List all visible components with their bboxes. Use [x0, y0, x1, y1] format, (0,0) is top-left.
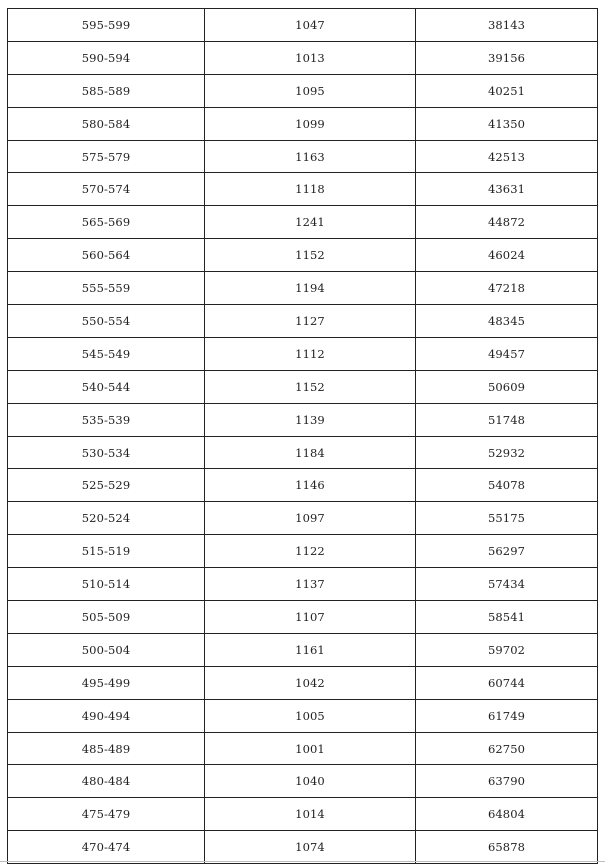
score-range-cell: 590-594 — [8, 41, 205, 74]
cumulative-count-cell: 49457 — [416, 337, 598, 370]
score-range-cell: 520-524 — [8, 502, 205, 535]
table-row — [8, 206, 598, 239]
cumulative-count-cell: 48345 — [416, 305, 598, 338]
count-cell: 1137 — [205, 568, 416, 601]
table-row — [8, 74, 598, 107]
cumulative-count-cell: 54078 — [416, 469, 598, 502]
table-row — [8, 666, 598, 699]
score-range-cell: 515-519 — [8, 535, 205, 568]
count-cell: 1146 — [205, 469, 416, 502]
cumulative-count-cell: 62750 — [416, 732, 598, 765]
count-cell: 1139 — [205, 403, 416, 436]
table-row — [8, 337, 598, 370]
table-row — [8, 765, 598, 798]
cumulative-count-cell: 60744 — [416, 666, 598, 699]
cumulative-count-cell: 64804 — [416, 798, 598, 831]
cumulative-count-cell: 47218 — [416, 272, 598, 305]
score-range-cell: 555-559 — [8, 272, 205, 305]
table-row — [8, 107, 598, 140]
table-row — [8, 272, 598, 305]
count-cell: 1001 — [205, 732, 416, 765]
score-range-cell: 565-569 — [8, 206, 205, 239]
count-cell: 1184 — [205, 436, 416, 469]
table-row — [8, 173, 598, 206]
cumulative-count-cell: 44872 — [416, 206, 598, 239]
count-cell: 1112 — [205, 337, 416, 370]
table-row — [8, 633, 598, 666]
page-bottom-divider — [0, 861, 605, 862]
count-cell: 1194 — [205, 272, 416, 305]
count-cell: 1095 — [205, 74, 416, 107]
score-range-cell: 595-599 — [8, 9, 205, 42]
table-row — [8, 535, 598, 568]
count-cell: 1161 — [205, 633, 416, 666]
score-range-cell: 490-494 — [8, 699, 205, 732]
score-range-cell: 470-474 — [8, 831, 205, 864]
count-cell: 1107 — [205, 601, 416, 634]
cumulative-count-cell: 52932 — [416, 436, 598, 469]
cumulative-count-cell: 65878 — [416, 831, 598, 864]
score-range-cell: 560-564 — [8, 239, 205, 272]
score-range-cell: 535-539 — [8, 403, 205, 436]
cumulative-count-cell: 50609 — [416, 370, 598, 403]
cumulative-count-cell: 41350 — [416, 107, 598, 140]
table-row — [8, 798, 598, 831]
table-row — [8, 469, 598, 502]
score-range-cell: 500-504 — [8, 633, 205, 666]
count-cell: 1122 — [205, 535, 416, 568]
count-cell: 1042 — [205, 666, 416, 699]
score-range-cell: 480-484 — [8, 765, 205, 798]
cumulative-count-cell: 56297 — [416, 535, 598, 568]
cumulative-count-cell: 55175 — [416, 502, 598, 535]
count-cell: 1241 — [205, 206, 416, 239]
cumulative-count-cell: 59702 — [416, 633, 598, 666]
table-row — [8, 601, 598, 634]
count-cell: 1127 — [205, 305, 416, 338]
cumulative-count-cell: 58541 — [416, 601, 598, 634]
count-cell: 1047 — [205, 9, 416, 42]
count-cell: 1074 — [205, 831, 416, 864]
table-row — [8, 436, 598, 469]
count-cell: 1152 — [205, 370, 416, 403]
score-range-cell: 525-529 — [8, 469, 205, 502]
cumulative-count-cell: 38143 — [416, 9, 598, 42]
count-cell: 1040 — [205, 765, 416, 798]
score-range-cell: 570-574 — [8, 173, 205, 206]
score-range-cell: 485-489 — [8, 732, 205, 765]
table-row — [8, 699, 598, 732]
table-row — [8, 239, 598, 272]
score-range-cell: 495-499 — [8, 666, 205, 699]
score-range-cell: 540-544 — [8, 370, 205, 403]
table-row — [8, 370, 598, 403]
cumulative-count-cell: 57434 — [416, 568, 598, 601]
cumulative-count-cell: 46024 — [416, 239, 598, 272]
table-row — [8, 41, 598, 74]
cumulative-count-cell: 42513 — [416, 140, 598, 173]
score-range-cell: 475-479 — [8, 798, 205, 831]
score-range-cell: 575-579 — [8, 140, 205, 173]
score-range-cell: 550-554 — [8, 305, 205, 338]
count-cell: 1005 — [205, 699, 416, 732]
count-cell: 1097 — [205, 502, 416, 535]
score-range-cell: 585-589 — [8, 74, 205, 107]
table-body — [8, 9, 598, 864]
table-row — [8, 9, 598, 42]
count-cell: 1014 — [205, 798, 416, 831]
count-cell: 1099 — [205, 107, 416, 140]
score-range-cell: 530-534 — [8, 436, 205, 469]
score-distribution-table — [7, 8, 598, 864]
score-range-cell: 545-549 — [8, 337, 205, 370]
count-cell: 1152 — [205, 239, 416, 272]
score-range-cell: 580-584 — [8, 107, 205, 140]
table-row — [8, 305, 598, 338]
cumulative-count-cell: 39156 — [416, 41, 598, 74]
table-row — [8, 732, 598, 765]
count-cell: 1013 — [205, 41, 416, 74]
table-row — [8, 502, 598, 535]
table-row — [8, 831, 598, 864]
cumulative-count-cell: 43631 — [416, 173, 598, 206]
cumulative-count-cell: 63790 — [416, 765, 598, 798]
score-range-cell: 505-509 — [8, 601, 205, 634]
table-row — [8, 403, 598, 436]
cumulative-count-cell: 61749 — [416, 699, 598, 732]
table-row — [8, 140, 598, 173]
table-row — [8, 568, 598, 601]
cumulative-count-cell: 51748 — [416, 403, 598, 436]
cumulative-count-cell: 40251 — [416, 74, 598, 107]
count-cell: 1163 — [205, 140, 416, 173]
score-range-cell: 510-514 — [8, 568, 205, 601]
count-cell: 1118 — [205, 173, 416, 206]
